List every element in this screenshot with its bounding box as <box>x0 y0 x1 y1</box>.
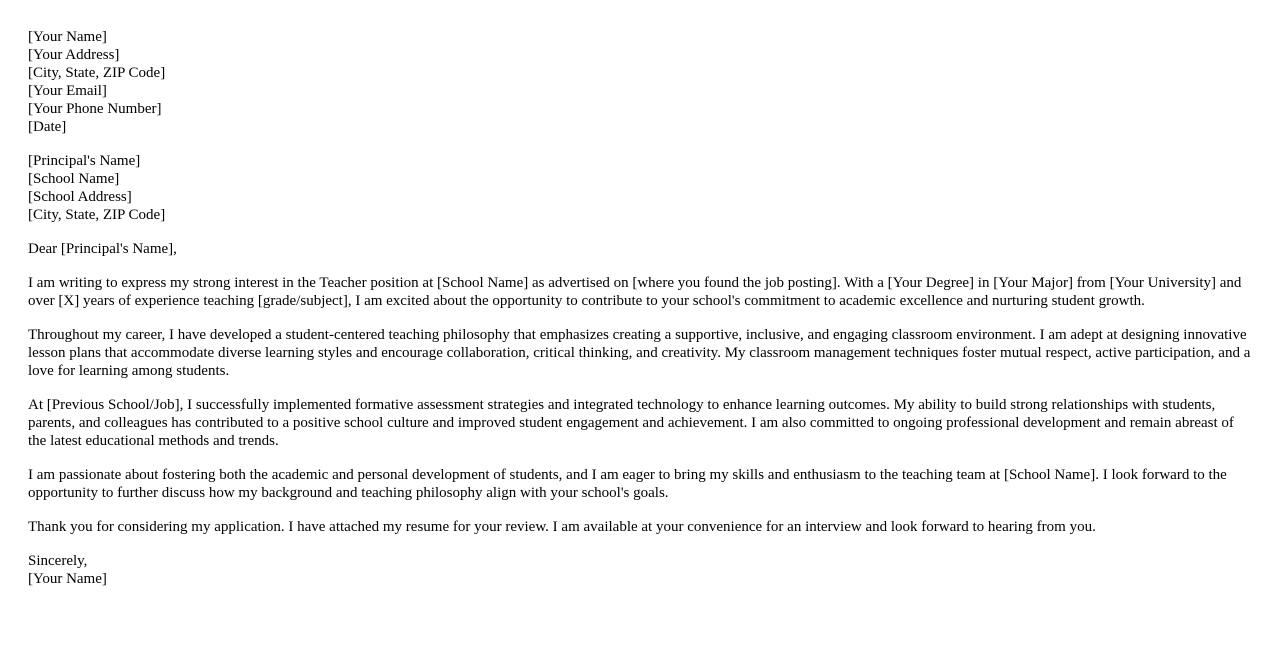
body-paragraph-1: I am writing to express my strong interest in the Teacher position at [School Name] as advertised on [where you found the job posting]. With a [Your Degree] in [Your Major] from [Your University] and over [X] years of experience teaching [grade/subject], I am excited about the opportunity to contribute to your school's commitment to academic excellence and nurturing student growth. <box>28 275 1242 309</box>
body-paragraph-3: At [Previous School/Job], I successfully implemented formative assessment strategies and integrated technology to enhance learning outcomes. My ability to build strong relationships with students, parents, and colleagues has contributed to a positive school culture and improved student engagement and achievement. I am also committed to ongoing professional development and remain abreast of the latest educational methods and trends. <box>28 397 1234 449</box>
sender-phone: [Your Phone Number] <box>28 101 162 117</box>
sender-address: [Your Address] <box>28 47 120 63</box>
sender-email: [Your Email] <box>28 83 107 99</box>
salutation: Dear [Principal's Name], <box>28 241 177 257</box>
recipient-school-address: [School Address] <box>28 189 132 205</box>
sender-city-state-zip: [City, State, ZIP Code] <box>28 65 166 81</box>
body-paragraph-5: Thank you for considering my application. I have attached my resume for your review. I am available at your convenience for an interview and look forward to hearing from you. <box>28 519 1096 535</box>
closing-block <box>28 552 1253 588</box>
recipient-principal-name: [Principal's Name] <box>28 153 141 169</box>
recipient-block <box>28 152 1253 224</box>
cover-letter <box>28 28 1253 604</box>
body-paragraph-4: I am passionate about fostering both the academic and personal development of students, and I am eager to bring my skills and enthusiasm to the teaching team at [School Name]. I look forward to the opportunity to further discuss how my background and teaching philosophy align with your school's goals. <box>28 467 1227 501</box>
valediction: Sincerely, <box>28 553 88 569</box>
sender-block <box>28 28 1253 136</box>
signature-name: [Your Name] <box>28 571 107 587</box>
recipient-city-state-zip: [City, State, ZIP Code] <box>28 207 166 223</box>
letter-date: [Date] <box>28 119 67 135</box>
sender-name: [Your Name] <box>28 29 107 45</box>
recipient-school-name: [School Name] <box>28 171 120 187</box>
body-paragraph-2: Throughout my career, I have developed a student-centered teaching philosophy that emphasizes creating a supportive, inclusive, and engaging classroom environment. I am adept at designing innovative lesson plans that accommodate diverse learning styles and encourage collaboration, critical thinking, and creativity. My classroom management techniques foster mutual respect, active participation, and a love for learning among students. <box>28 327 1251 379</box>
